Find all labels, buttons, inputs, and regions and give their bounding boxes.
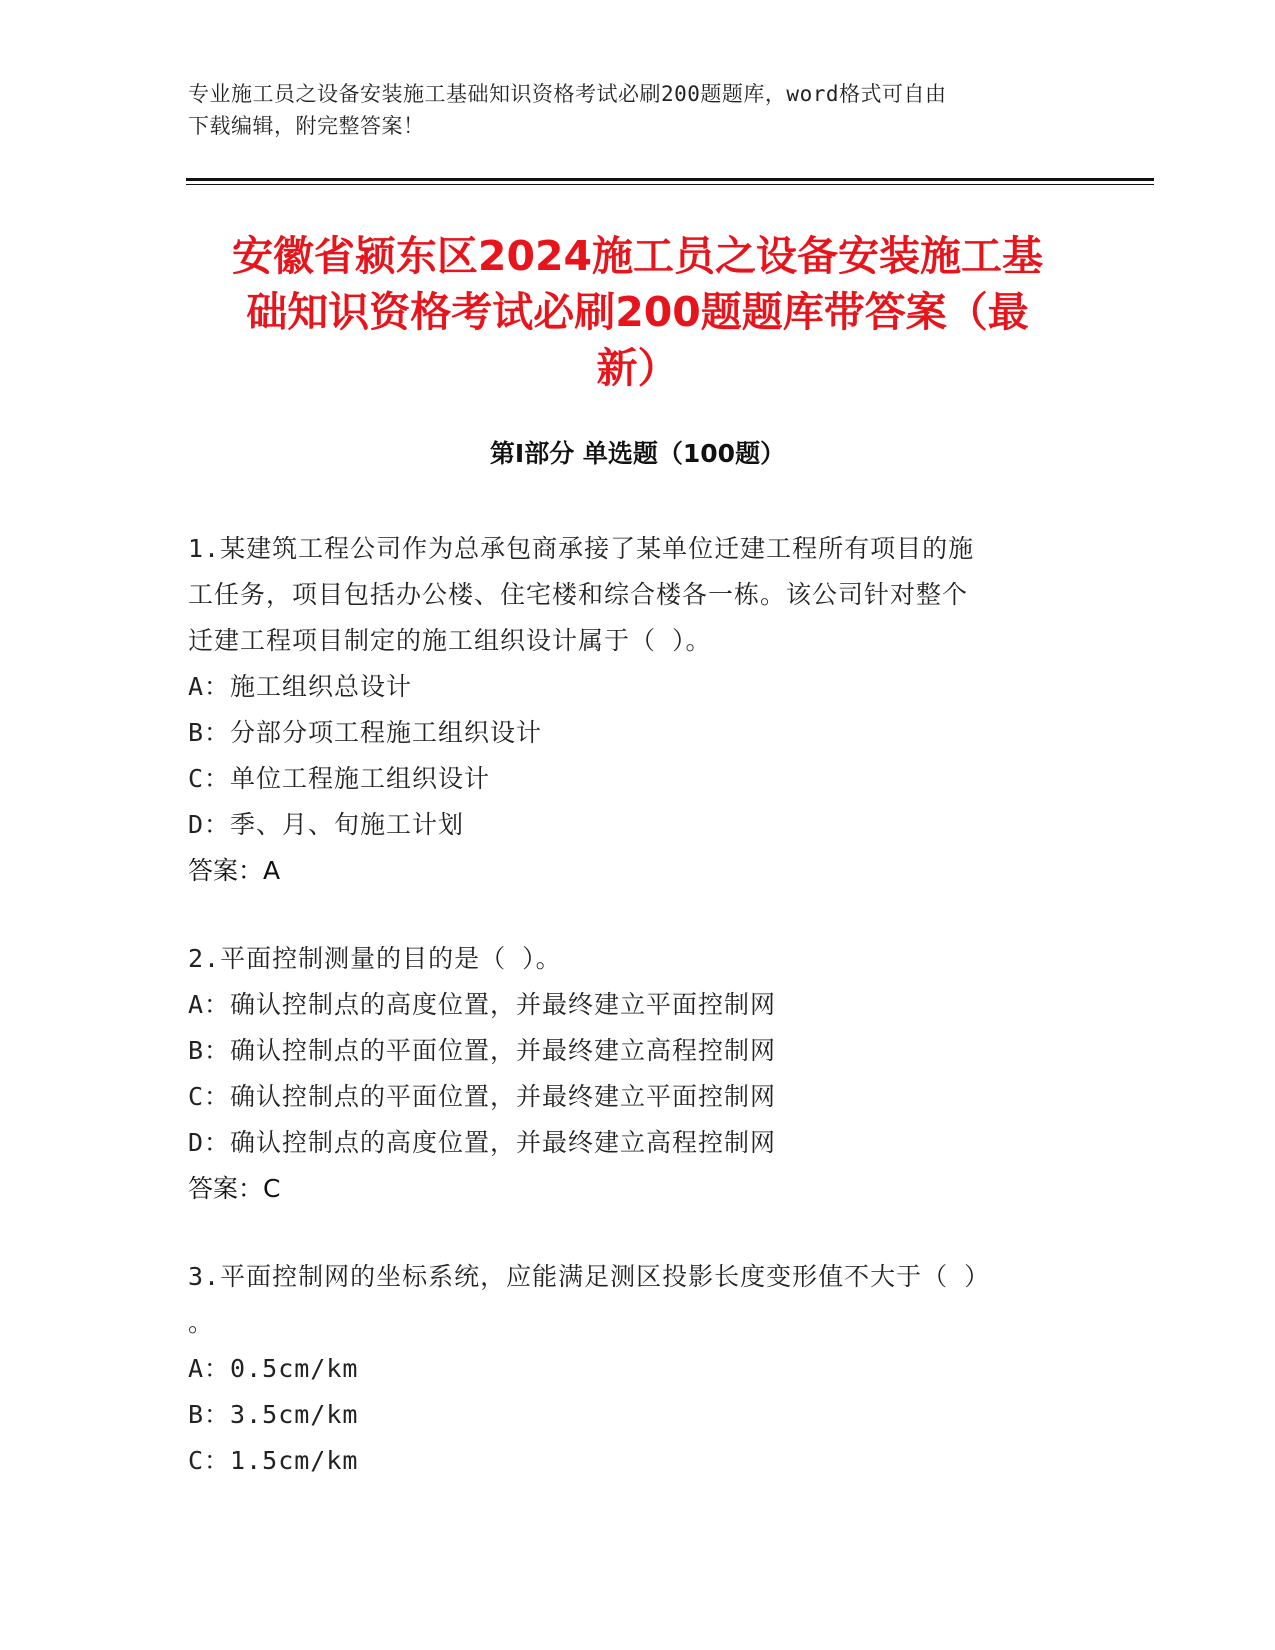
- option-a: A：确认控制点的高度位置，并最终建立平面控制网: [188, 990, 777, 1019]
- section-title: 第Ⅰ部分 单选题（100题）: [489, 439, 786, 468]
- header-note-line: 专业施工员之设备安装施工基础知识资格考试必刷200题题库，word格式可自由: [188, 82, 947, 106]
- question-2: [188, 936, 1068, 1212]
- document-title-line: 新）: [596, 344, 679, 392]
- option-b: B：分部分项工程施工组织设计: [188, 718, 543, 747]
- question-1: [188, 526, 1068, 894]
- answer: 答案：A: [188, 856, 281, 885]
- option-b: B：确认控制点的平面位置，并最终建立高程控制网: [188, 1036, 777, 1065]
- document-title: [160, 228, 1115, 396]
- question-stem-line: 。: [188, 1308, 215, 1337]
- option-c: C：1.5cm/km: [188, 1446, 359, 1475]
- question-list: [188, 526, 1068, 1526]
- option-d: D：确认控制点的高度位置，并最终建立高程控制网: [188, 1128, 777, 1157]
- question-stem-line: 2.平面控制测量的目的是（ ）。: [188, 944, 562, 973]
- document-title-line: 安徽省颍东区2024施工员之设备安装施工基: [231, 232, 1044, 280]
- header-note: [188, 78, 1088, 142]
- answer: 答案：C: [188, 1174, 281, 1203]
- option-c: C：单位工程施工组织设计: [188, 764, 491, 793]
- question-stem-line: 工任务，项目包括办公楼、住宅楼和综合楼各一栋。该公司针对整个: [188, 580, 969, 609]
- option-b: B：3.5cm/km: [188, 1400, 359, 1429]
- option-c: C：确认控制点的平面位置，并最终建立平面控制网: [188, 1082, 777, 1111]
- header-note-line: 下载编辑，附完整答案！: [188, 114, 425, 138]
- option-a: A：施工组织总设计: [188, 672, 413, 701]
- question-stem-line: 3.平面控制网的坐标系统，应能满足测区投影长度变形值不大于（ ）: [188, 1262, 991, 1291]
- document-title-line: 础知识资格考试必刷200题题库带答案（最: [246, 288, 1029, 336]
- question-stem-line: 1.某建筑工程公司作为总承包商承接了某单位迁建工程所有项目的施: [188, 534, 975, 563]
- question-stem-line: 迁建工程项目制定的施工组织设计属于（ ）。: [188, 626, 712, 655]
- header-divider-thick: [186, 178, 1154, 181]
- option-d: D：季、月、旬施工计划: [188, 810, 465, 839]
- question-3: [188, 1254, 1068, 1484]
- option-a: A：0.5cm/km: [188, 1354, 359, 1383]
- header-divider-thin: [186, 184, 1154, 185]
